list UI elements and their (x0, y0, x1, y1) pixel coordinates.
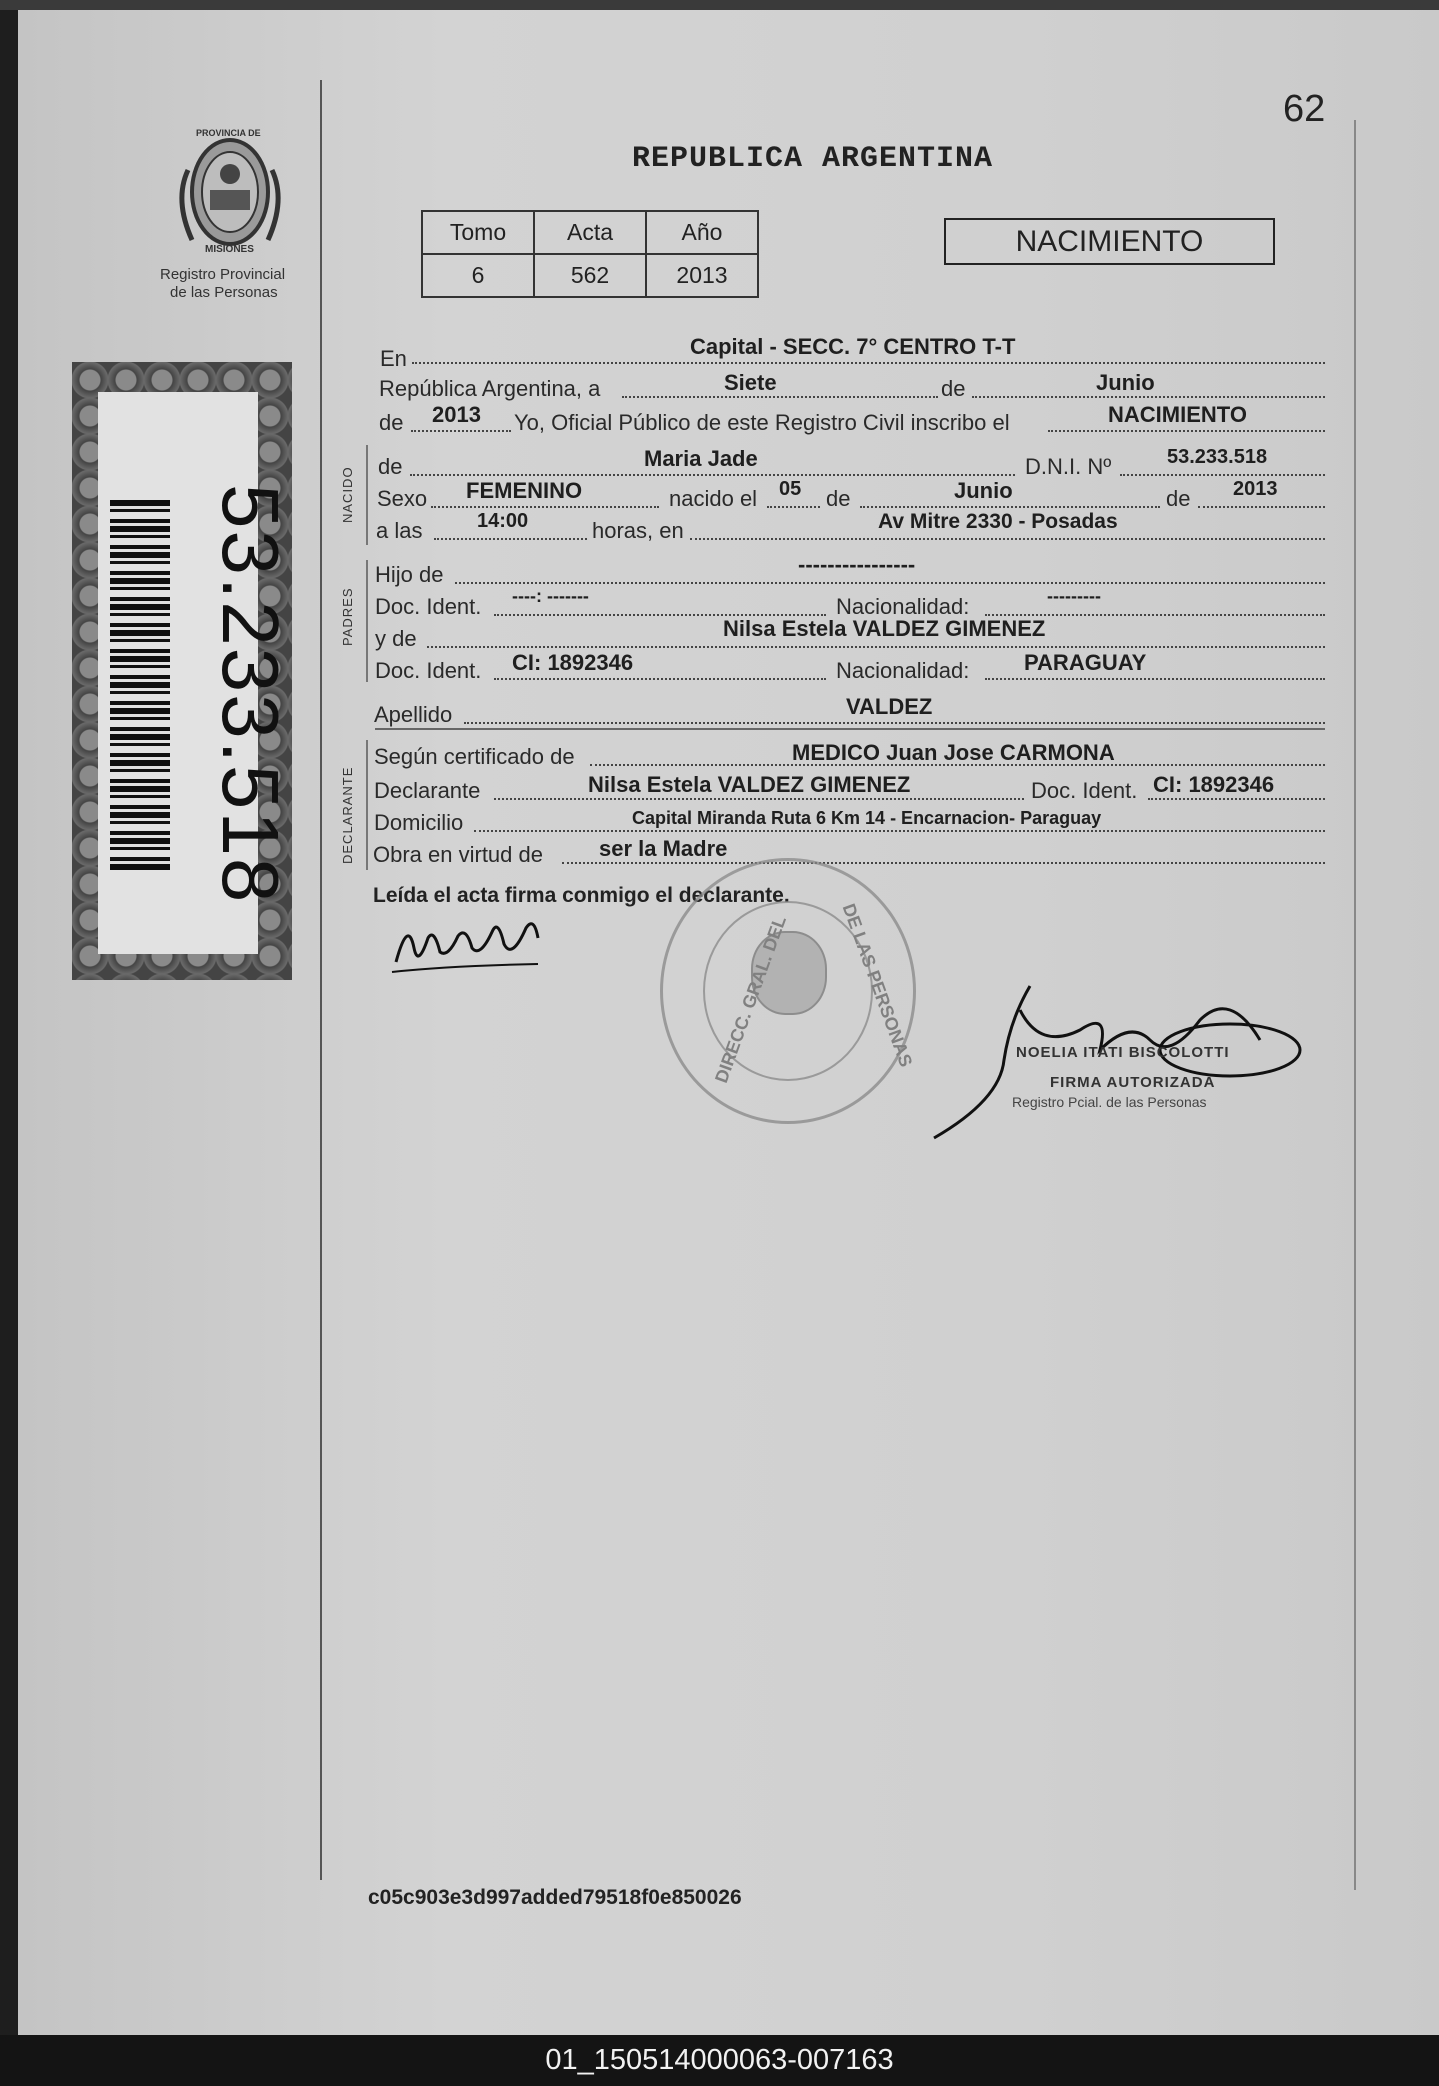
section-bar-declarante (366, 740, 368, 870)
de-label-5: de (1166, 486, 1191, 511)
de-label-2: de (379, 410, 404, 435)
inscribo-value: NACIMIENTO (1108, 402, 1247, 427)
left-margin-line (320, 80, 322, 1880)
scan-top-edge (0, 0, 1439, 10)
obra-value: ser la Madre (599, 836, 728, 861)
sexo-value: FEMENINO (466, 478, 583, 503)
oficial-text: Yo, Oficial Público de este Registro Civil inscribo el (514, 410, 1010, 435)
official-name: NOELIA ITATI BISCOLOTTI (1016, 1044, 1230, 1061)
table-header-row (422, 211, 758, 254)
nacionalidad-label-1: Nacionalidad: (836, 594, 970, 619)
certificado-value: MEDICO Juan Jose CARMONA (792, 740, 1115, 765)
nac-anio-line (1198, 502, 1325, 508)
alas-label: a las (376, 518, 423, 543)
tomo-header: Tomo (422, 211, 534, 254)
acta-value: 562 (534, 254, 646, 297)
barcode-icon (110, 500, 170, 870)
hora-line (434, 534, 587, 540)
horas-en-label: horas, en (592, 518, 684, 543)
nac-dia-value: 05 (779, 478, 802, 500)
leida-statement: Leída el acta firma conmigo el declarante. (373, 884, 790, 907)
anio-text-value: 2013 (432, 402, 481, 427)
doc-ident-label-1: Doc. Ident. (375, 594, 482, 619)
de-label-3: de (378, 454, 403, 479)
dia-value: Siete (724, 370, 777, 395)
record-type-box: NACIMIENTO (944, 218, 1275, 265)
tomo-value: 6 (422, 254, 534, 297)
en-value: Capital - SECC. 7° CENTRO T-T (690, 334, 1016, 359)
declarant-signature-icon (388, 908, 558, 978)
dni-label: D.N.I. Nº (1025, 454, 1112, 479)
barcode-number: 53.233.518 (206, 484, 295, 905)
declarante-value: Nilsa Estela VALDEZ GIMENEZ (588, 772, 911, 797)
nacido-label: nacido el (669, 486, 758, 511)
sexo-label: Sexo (377, 486, 428, 511)
side-label-nacido: NACIDO (340, 466, 355, 523)
domicilio-value: Capital Miranda Ruta 6 Km 14 - Encarnacion- Paraguay (632, 808, 1102, 828)
record-index-table (421, 210, 759, 298)
table-value-row (422, 254, 758, 297)
anio-header: Año (646, 211, 758, 254)
doc-ident-label-2: Doc. Ident. (375, 658, 482, 683)
apellido-label: Apellido (374, 702, 453, 727)
madre-value: Nilsa Estela VALDEZ GIMENEZ (723, 616, 1046, 641)
doc-padre-value: ----: ------- (512, 586, 589, 606)
domicilio-label: Domicilio (374, 810, 464, 835)
nac-padre-value: --------- (1047, 586, 1101, 606)
registry-name-line2: de las Personas (170, 284, 278, 301)
section-bar-nacido (366, 445, 368, 545)
doc-madre-value: CI: 1892346 (512, 650, 634, 675)
document-title: REPUBLICA ARGENTINA (632, 142, 994, 176)
coat-of-arms-icon (170, 130, 290, 260)
dni-line (1120, 470, 1325, 476)
doc-ident-label-3: Doc. Ident. (1031, 778, 1138, 803)
nac-dia-line (767, 502, 820, 508)
seal-top-text: PROVINCIA DE (196, 128, 261, 138)
stamp-text-right: DE LAS PERSONAS (838, 901, 917, 1070)
acta-header: Acta (534, 211, 646, 254)
mes-value: Junio (1096, 370, 1155, 395)
official-stamp (660, 858, 916, 1124)
separator-line (375, 728, 1325, 730)
side-label-declarante: DECLARANTE (340, 766, 355, 864)
nacionalidad-label-2: Nacionalidad: (836, 658, 970, 683)
madre-line (427, 642, 1325, 648)
apellido-value: VALDEZ (846, 694, 933, 719)
hijo-value: ---------------- (798, 552, 916, 577)
yde-label: y de (375, 626, 417, 651)
registry-name-line1: Registro Provincial (160, 266, 286, 283)
lugar-value: Av Mitre 2330 - Posadas (878, 510, 1118, 533)
obra-label: Obra en virtud de (373, 842, 543, 867)
stamp-text-left: DIRECC. GRAL. DEL (711, 913, 791, 1086)
hijo-line (455, 578, 1325, 584)
official-role: FIRMA AUTORIZADA (1050, 1074, 1216, 1091)
de-label-1: de (941, 376, 966, 401)
official-office: Registro Pcial. de las Personas (1012, 1094, 1207, 1110)
lugar-line (690, 534, 1325, 540)
seal-bottom-text: MISIONES (205, 244, 254, 255)
nac-mes-value: Junio (954, 478, 1013, 503)
side-label-padres: PADRES (340, 587, 355, 646)
nombre-value: Maria Jade (644, 446, 758, 471)
barcode-panel (72, 362, 295, 980)
hora-value: 14:00 (477, 510, 529, 532)
hash-code: c05c903e3d997added79518f0e850026 (368, 1886, 742, 1909)
nac-madre-value: PARAGUAY (1024, 650, 1147, 675)
anio-value: 2013 (646, 254, 758, 297)
doc-declarante-value: CI: 1892346 (1153, 772, 1275, 797)
en-label: En (380, 346, 407, 371)
hijo-label: Hijo de (375, 562, 444, 587)
dia-line (622, 392, 938, 398)
de-label-4: de (826, 486, 851, 511)
right-margin-line (1354, 120, 1356, 1890)
nac-anio-value: 2013 (1233, 478, 1278, 500)
page-number: 62 (1283, 88, 1326, 130)
dni-value: 53.233.518 (1167, 446, 1268, 468)
declarante-label: Declarante (374, 778, 481, 803)
republica-label: República Argentina, a (379, 376, 601, 401)
scan-footer-code: 01_150514000063-007163 (0, 2035, 1439, 2086)
certificado-label: Según certificado de (374, 744, 575, 769)
section-bar-padres (366, 560, 368, 682)
